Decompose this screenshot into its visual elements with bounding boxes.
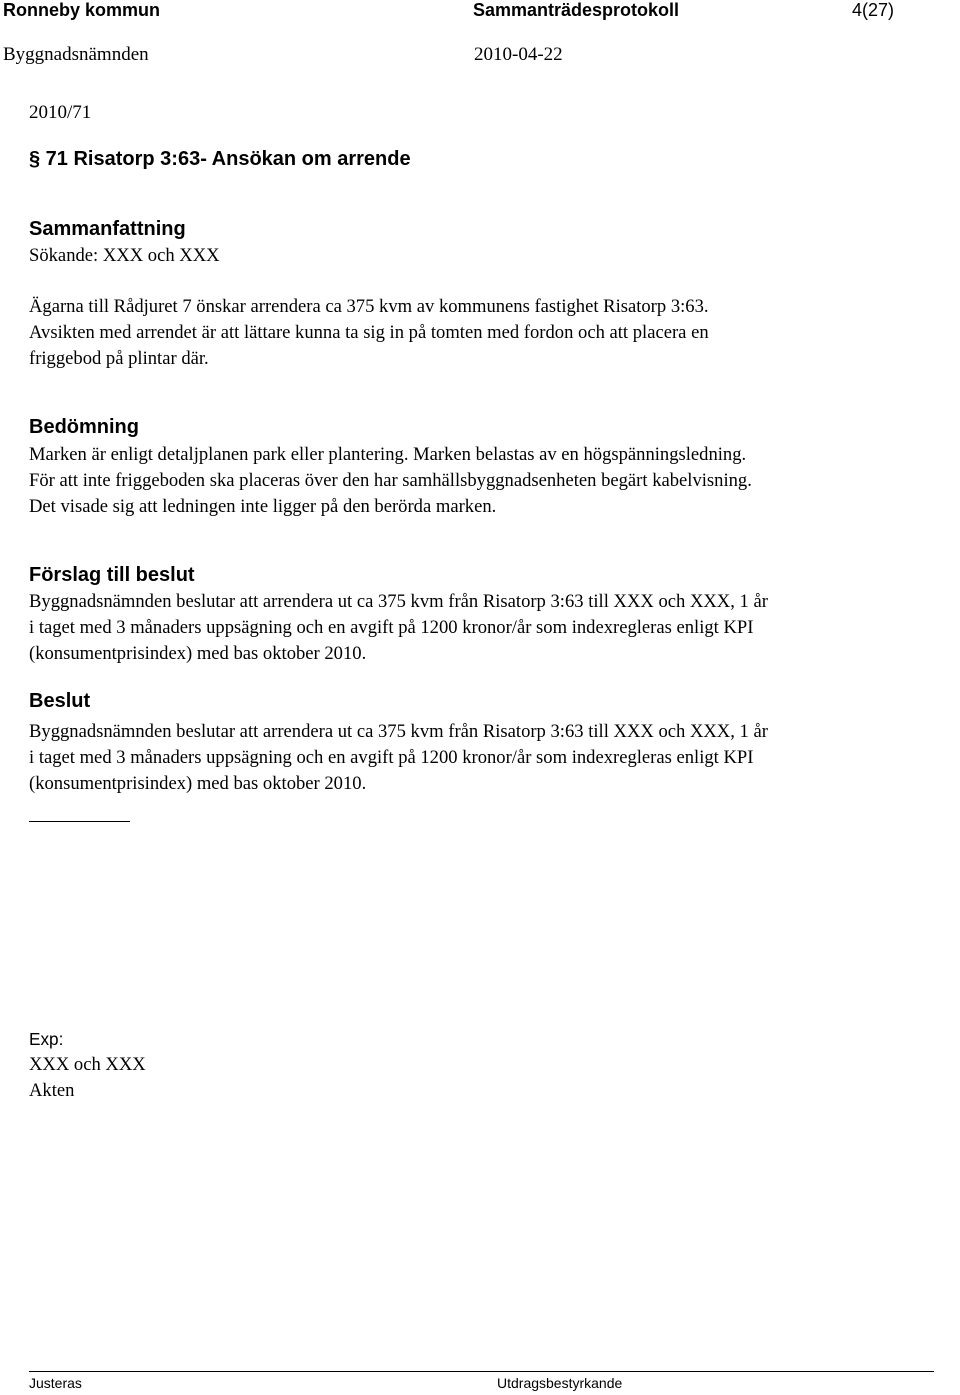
case-number: 2010/71 — [29, 102, 92, 123]
paragraph-title: § 71 Risatorp 3:63- Ansökan om arrende — [29, 148, 411, 170]
decision-line: (konsumentprisindex) med bas oktober 2010. — [29, 773, 367, 794]
footer-justeras: Justeras — [29, 1375, 82, 1391]
distribution-recipient: Akten — [29, 1080, 75, 1101]
footer-rule — [29, 1371, 934, 1372]
proposal-line: (konsumentprisindex) med bas oktober 2010. — [29, 643, 367, 664]
applicant-line: Sökande: XXX och XXX — [29, 245, 220, 266]
decision-line: Byggnadsnämnden beslutar att arrendera ut ca 375 kvm från Risatorp 3:63 till XXX och XXX, 1 år — [29, 721, 768, 742]
assessment-line: Det visade sig att ledningen inte ligger på den berörda marken. — [29, 496, 497, 517]
summary-line: friggebod på plintar där. — [29, 348, 209, 369]
meeting-date: 2010-04-22 — [474, 44, 563, 65]
committee-name: Byggnadsnämnden — [3, 44, 149, 65]
assessment-line: Marken är enligt detaljplanen park eller plantering. Marken belastas av en högspänningsledning. — [29, 444, 747, 465]
page-number: 4(27) — [852, 0, 895, 20]
summary-line: Ägarna till Rådjuret 7 önskar arrendera ca 375 kvm av kommunens fastighet Risatorp 3:63. — [29, 296, 709, 317]
footer-utdragsbestyrkande: Utdragsbestyrkande — [497, 1375, 623, 1391]
assessment-heading: Bedömning — [29, 416, 139, 438]
summary-heading: Sammanfattning — [29, 218, 186, 240]
assessment-line: För att inte friggeboden ska placeras över den har samhällsbyggnadsenheten begärt kabelvisning. — [29, 470, 752, 491]
distribution-label: Exp: — [29, 1029, 64, 1049]
section-end-rule — [29, 821, 130, 822]
decision-line: i taget med 3 månaders uppsägning och en avgift på 1200 kronor/år som indexregleras enligt KPI — [29, 747, 754, 768]
municipality-name: Ronneby kommun — [3, 0, 161, 20]
proposal-heading: Förslag till beslut — [29, 564, 195, 586]
summary-line: Avsikten med arrendet är att lättare kunna ta sig in på tomten med fordon och att placera en — [29, 322, 709, 343]
proposal-line: Byggnadsnämnden beslutar att arrendera ut ca 375 kvm från Risatorp 3:63 till XXX och XXX, 1 år — [29, 591, 768, 612]
distribution-recipient: XXX och XXX — [29, 1054, 146, 1075]
document-type: Sammanträdesprotokoll — [473, 0, 680, 20]
proposal-line: i taget med 3 månaders uppsägning och en avgift på 1200 kronor/år som indexregleras enligt KPI — [29, 617, 754, 638]
decision-heading: Beslut — [29, 690, 91, 712]
